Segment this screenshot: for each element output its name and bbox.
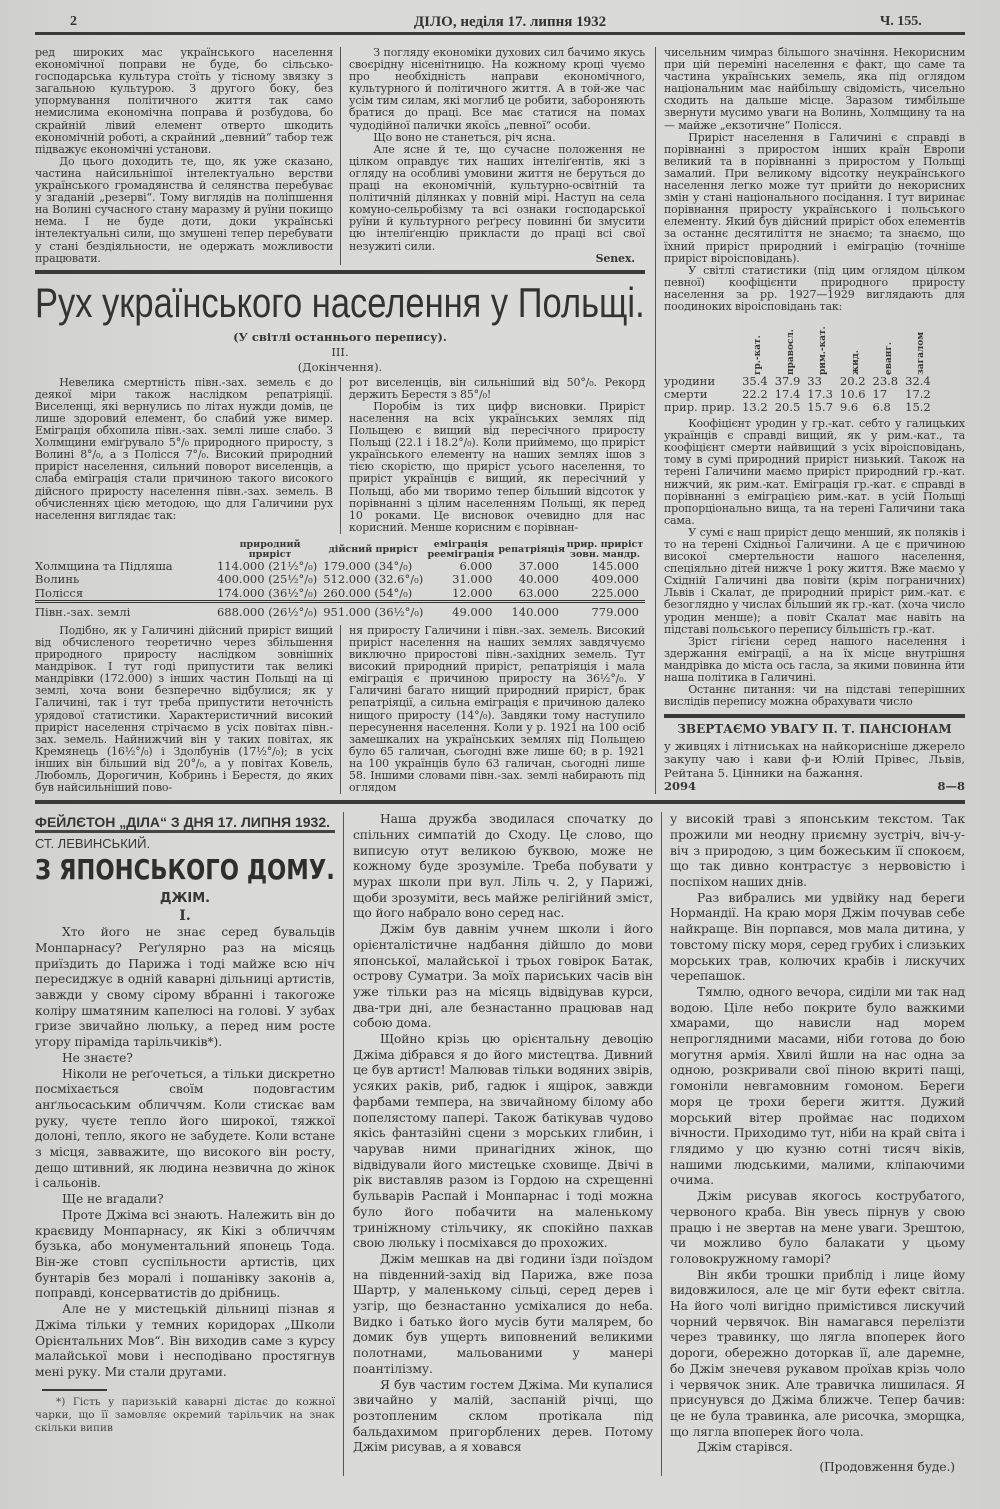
- cell: 779.000: [565, 602, 645, 620]
- advertisement: [664, 723, 965, 794]
- row-label: Полісся: [35, 585, 84, 600]
- paragraph: ня приросту Галичини і півн.-зах. земель. Високий приріст населення на наших землях завдячуємо виключно приростові півн.-західних земель. Тут високий природний приріст, репатріяція і мала еміграція є причиною приросту на 36½°/₀. У Галичині багато нищий природний приріст, брак репатріяції, а сильна еміграція є причиною далеко нищого приросту (14°/₀). Завдяки тому наступило пересунення населення. Коли у р. 1921 на 100 осіб замешкалих на українських землях під Польщею було 65 галичан, сьогодні вже лише 60; в р. 1921 на 100 українців було 63 галичан, сьогодні лише 58. Іншими словами півн.-зах. землі набирають під оглядом: [349, 623, 645, 795]
- cell: 409.000: [591, 572, 639, 587]
- row-label: уродини: [664, 374, 716, 389]
- cell: 951.000 (36½°/₀): [323, 602, 423, 620]
- issue-number: Ч. 155.: [880, 14, 922, 29]
- paragraph: Ніколи не реґочеться, а тільки дискретно посміхається своїм подовгастим анґльосаським обличчям. Коли стискає вам руку, чуєте тепло його широкої, тяжкої долоні, тепло, якого не забудете. Коли встане з місця, завважите, що високого він росту, дещо штивний, як людина незвична до жінок і сальонів.: [35, 1066, 335, 1191]
- paragraph: З погляду економіки духових сил бачимо якусь своєрідну нісенітницю. На кожному кроці чуємо про необхідність направи економічного, культурного й політичного життя. А в той-же час усім тим силам, які моглиб це робити, забороняють братися до праці. Все має статися на помах чудодійної палички якоїсь „певної“ особи.: [349, 46, 645, 132]
- cell: 37.000: [518, 558, 559, 573]
- cell: 179.000 (34°/₀): [323, 558, 413, 573]
- cell: 15.2: [905, 400, 931, 415]
- cell: 174.000 (36½°/₀): [216, 585, 318, 600]
- table-header: прир. приріст зовн. мандр.: [566, 538, 644, 560]
- paragraph: Джім мешкав на дві години їзди поїздом на південний-захід від Парижа, вже поза Шартр, у маленькому сільці, серед дерев і узгір, що безнастанно усміхалися до неба. Видко і батько його мусів бути малярем, бо домик був ущерть виповнений великими полотнами, мальованими у манері поантілізму.: [353, 1251, 653, 1376]
- cell: 400.000 (25½°/₀): [216, 572, 318, 587]
- paragraph: Приріст населення в Галичині є справді в порівнанні з приростом інших країн Европи великий та в порівнанні з приростом у Польщі замалий. При великому відсотку неукраїнського населення легко може тут прийти до некорисних змін у стані національного посідання. І тут виринає порівнання приросту українського і польського елементу. Який був дійсний приріст обох елементів за останнє десятиліття не знаємо; та знаємо, що їхний приріст природний і еміграцію (точніше приріст віроісповідань).: [664, 130, 965, 265]
- table-row: [35, 560, 645, 574]
- cell: 32.4: [905, 374, 931, 389]
- feuilleton-author: СТ. ЛЕВИНСЬКИЙ.: [35, 836, 151, 852]
- table-header: [35, 540, 217, 560]
- row-label: прир. прир.: [664, 400, 736, 415]
- article-column-2-continued: [340, 625, 645, 794]
- table-header: гр.-кат.: [752, 335, 763, 376]
- paragraph: Джім рисував якогось кострубатого, червоного краба. Він увесь пірнув у свою працю і не звертав на мене уваги. Зрештою, чи можливо було балакати у цьому головокружному гаморі?: [670, 1189, 965, 1266]
- feuilleton-column-2: [343, 812, 661, 1476]
- paragraph: Невелика смертність півн.-зах. земель є до деякої міри також наслідком репатріяції. Виселенці, які вернулись по літах нужди домів, це лише здоровий елемент, бо слабий уже вимер. Еміграція обхопила півн.-зах. землі лише слабо. З Холмщини еміґрувало 5°/₀ природного приросту, з Волині 8°/₀, а з Полісся 7°/₀. Високий природний приріст населення, сильний поворот виселенців, а слаба еміграція стали причиною такого високого дійсного приросту населення півн.-зах. земель. В обчисленнях цією методою, що для Галичини рух населення виглядає так:: [35, 375, 333, 522]
- paragraph: у високій траві з японським текстом. Так прожили ми неодну приємну зустріч, віч-у-віч з природою, з цим божеським її спокоєм, що так дивно контрастує з нервовістю і поспіхом наших днів.: [670, 812, 965, 890]
- cell: 6.8: [872, 400, 891, 415]
- feuilleton-column-3: [661, 812, 965, 1476]
- population-table: [35, 540, 645, 620]
- paragraph: Джім старівся.: [697, 1440, 793, 1455]
- cell: 20.5: [774, 400, 801, 415]
- table-header: еміграція реемігрaція: [427, 538, 495, 560]
- ad-code: 2094: [664, 779, 697, 794]
- top-column-2: [340, 47, 645, 265]
- cell: 31.000: [452, 572, 493, 587]
- paragraph: Ще не вгадали?: [62, 1192, 164, 1207]
- section-rule: [35, 270, 645, 274]
- paragraph: Раз вибрались ми удвійку над береги Нормандії. На краю моря Джім почував себе найкраще. Він порпався, мов мала дитина, у товстому піску моря, серед грубих і слизьких морських трав, колючих крабів і лискучих черепашок.: [670, 890, 965, 984]
- table-total-row: [35, 602, 645, 620]
- cell: 22.2: [742, 387, 768, 402]
- table-row: [35, 587, 645, 602]
- feuilleton-column-1: [35, 812, 343, 1476]
- paragraph: Але ясне й те, що сучасне положення не цілком оправдує тих наших інтеліґентів, які з огляду на особливі умовини життя не беруться до праці на економічній, культурно-освітній та політичній ділянках у повній мірі. Наступ на села комуно-сельробізму та всі ознаки господарської руїни й культурного реґресу повинні би змусити цю інтеліґенцію прикласти до праці всі свої незужиті сили.: [349, 142, 645, 253]
- table-header: еванг.: [883, 342, 894, 376]
- header-rule: [35, 32, 965, 35]
- cell: 140.000: [498, 602, 565, 620]
- row-label: смерти: [664, 387, 708, 402]
- paragraph: чисельним чимраз більшого значіння. Некорисним при цій переміні населення є факт, що саме та частина українських земель, яка під оглядом національним має найбільшу свідомість, чисельно сходить на дальше місце. Заразом тимбільше звернути мусимо уваги на Волинь, Холмщину та на — майже „екзотичне“ Полісся.: [664, 46, 965, 132]
- table-header: репатріяція: [498, 543, 565, 555]
- footnote: *) Гість у паризькій каварні дістає до кожної чарки, що її замовляє окремий тарільчик на знак скільки випив: [35, 1395, 335, 1434]
- feuilleton: [35, 812, 965, 1476]
- paragraph: Щойно крізь цю орієнтальну девоцію Джіма дібрався я до його мистецтва. Дивний це був артист! Малював тільки водяних звірів, усяких раків, риб, гадюк і ящірок, завжди фарбами темпера, на звичайному білому або попелястому папері. Також батікував чудово якісь фантазійні сцени з морських глибин, і чарував ними принагідних жінок, що відвідували його мистецьке сховище. Двічі в рік виставляв разом із Гордою на схрещенні бульварів Распай і Монпарнас і тоді можна було його побачити на маленькому триніжному стільчику, як спокійно пахкав свою люльку і посміхався до прохожих.: [353, 1032, 653, 1251]
- paragraph: Останнє питання: чи на підставі теперішних вислідів перепису можна обрахувати число: [664, 683, 965, 709]
- article-subtitle: (У світлі останнього перепису).: [233, 329, 447, 344]
- cell: 37.9: [774, 374, 801, 389]
- article-part: III.: [331, 344, 349, 359]
- article-column-1: [35, 377, 340, 534]
- top-column-1: [35, 47, 340, 265]
- cell: 63.000: [518, 585, 559, 600]
- ad-text: у живцях і літниськах на найкорисніше джерело закупу чаю і кави ф-и Юлій Прівес, Львів, Рейтана 5. Цінники на бажання.: [664, 738, 965, 780]
- paragraph: рот виселенців, він сильніший від 50°/₀. Рекорд держить Берестя з 85°/₀!: [349, 375, 645, 401]
- feuilleton-header: ФЕЙЛЄТОН „ДІЛА“ З ДНЯ 17. ЛИПНЯ 1932.: [35, 814, 331, 831]
- page-header: [35, 12, 965, 32]
- ad-run: 8—8: [937, 779, 965, 794]
- cell: 15.7: [807, 400, 833, 415]
- religion-table: [664, 317, 938, 414]
- cell: 17: [872, 387, 888, 402]
- feuilleton-chapter: I.: [179, 908, 191, 925]
- paragraph: Хто його не знає серед бувальців Монпарнасу? Реґулярно раз на місяць приїздить до Парижа і тоді майже всю ніч пересиджує в одній каварні дільниці артистів, завжди у свому сірому вбранні і такогоже коліру шматяним капелюсі на голові. У зубах гризе звичайно люльку, а перед ним росте угору піраміда тарільчиків*).: [35, 925, 335, 1050]
- left-region: [35, 47, 655, 794]
- page-number: 2: [70, 14, 77, 29]
- cell: 512.000 (32.6°/₀): [323, 572, 424, 587]
- footnote-rule: [42, 1389, 107, 1391]
- paragraph: Проте Джіма всі знають. Належить він до краєвиду Монпарнасу, як Кікі з обличчям бузька, або монументальний японець Тода. Він-же стовп суспільности артистів, цих бунтарів без моралі і пошанівку законів а, поправді, консерватистів до дрібниць.: [35, 1207, 335, 1301]
- feuilleton-rule: [35, 800, 965, 804]
- paragraph: У сумі є наш приріст дещо менший, як поляків і то на терені Східньої Галичини. А це є причиною високої смертельности нашого населення, спеціяльно дітей нижче 1 року життя. Вже маємо у Східній Галичині два повіти (крім пограничних) Львів і Скалат, де природний приріст рим.-кат. є безоглядно у числах більший як гр.-кат. (хоча число уродин менше); а повіт Скалат має навіть на підставі польського перепису більшість гр.-кат.: [664, 525, 965, 636]
- cell: 23.8: [872, 374, 899, 389]
- row-label: Півн.-зах. землі: [35, 602, 217, 620]
- cell: 40.000: [518, 572, 559, 587]
- upper-section: [35, 47, 965, 794]
- cell: 260.000 (54°/₀): [323, 585, 413, 600]
- cell: 13.2: [742, 400, 768, 415]
- right-column: [655, 47, 965, 794]
- row-label: Волинь: [35, 572, 80, 587]
- paragraph: У світлі статистики (під цим оглядом цілком певної) коофіцієнти природного приросту населення за рр. 1927—1929 виглядають для поодиноких віроісповідань так:: [664, 263, 965, 313]
- paragraph: Наша дружба зводилася спочатку до спільних симпатій до Сходу. Це слово, що виписую отут великою буквою, може не кожному буде зрозуміле. Треба побувати у мурах школи при вул. Ліль ч. 2, у Парижі, щоби зрозуміти, весь майже релігійний зміст, що його набрало воно серед нас.: [353, 812, 653, 921]
- cell: 9.6: [839, 400, 859, 415]
- cell: 17.4: [774, 387, 801, 402]
- table-row: [664, 401, 938, 414]
- paragraph: ред широких мас українського населення економічної поправи не буде, бо сільсько-господарська культура стоїть у тісному звязку з загальною культурою. З другого боку, без упормування політичного життя так само немислима економічна поправа й розбудова, бо скрайній лівий елемент отверто шкодить економічній роботі, а скрайний „певний“ табор теж підважує економічні установи.: [35, 46, 333, 156]
- cell: 49.000: [423, 602, 498, 620]
- row-label: Холмщина та Підляша: [35, 558, 173, 573]
- cell: 10.6: [839, 387, 866, 402]
- to-be-continued: (Продовження буде.): [819, 1460, 955, 1475]
- article-column-2: [340, 377, 645, 534]
- table-row: [35, 573, 645, 587]
- table-header: правосл.: [785, 329, 796, 376]
- paragraph: До цього доходить те, що, як уже сказано, частина найсильнішої інтелектуально верстви українського громадянства й селянства перебуває у згаданій „резерві“. Тому виглядів на поліпшення на Волині сучасного стану маразму й руїни покищо нема. І не буде доти, доки українські інтелектуальні сили, що змушені тепер перебувати у стані бездіяльности, не одержать можливости працювати.: [35, 154, 333, 265]
- cell: 225.000: [591, 585, 639, 600]
- cell: 17.3: [807, 387, 833, 402]
- paragraph: Поробім із тих цифр висновки. Приріст населення на всіх українських землях під Польщею є вищий від пересічного приросту Польщі (22.1 і 18.2°/₀). Коли приймемо, що приріст українського елементу на наших землях ішов з тією скорістю, що приріст усього населення, то приріст українців є вищий, як пересічний у Польщі, або ми творимо тепер більший відсоток у порівнанні з цілим населенням Польщі, як перед 10 роками. Це висновок очевидно для нас корисний. Менше корисним є порівнан-: [349, 399, 645, 534]
- paragraph: Зріст гігієни серед нашого населення і здержання еміграції, а на їх місце внутрішня мандрівка до міста ось гасла, за якими повинна йти наша політика в Галичині.: [664, 634, 965, 685]
- cell: 6.000: [459, 558, 493, 573]
- paragraph: Але не у мистецькій дільниці пізнав я Джіма тільки у темних коридорах „Школи Орієнтальних Мов“. Він виходив саме з курсу малайської мови і несподівано простягнув мені руку. Ми стали другами.: [35, 1302, 335, 1379]
- table-header: дійсний приріст: [328, 543, 419, 555]
- ad-title: ЗВЕРТАЄМО УВАГУ П. Т. ПАНСІОНАМ: [677, 722, 952, 737]
- paragraph: Коофіцієнт уродин у гр.-кат. себто у галицьких українців є справді вищий, як у рим.-кат., та коофіцієнт смерти найвищий з усіх віроісповідань, тому в сумі природний приріст низький. Також на терені Галичини маємо приріст природний гр.-кат. нижчий, як рим.-кат. Еміграція гр.-кат. є справді в порівнанні з еміграцією рим.-кат. в усій Польщі пропорціонально вища, та на терені Галичини така сама.: [664, 417, 965, 527]
- cell: 114.000 (21½°/₀): [216, 558, 318, 573]
- cell: 12.000: [452, 585, 493, 600]
- cell: 35.4: [742, 374, 768, 389]
- paragraph: Тямлю, одного вечора, сиділи ми так над водою. Ціле небо покрите було важкими хмарами, що нависли над морем непроглядними масами, ніби готова до бою могутня армія. Хвилі йшли на нас одна за одною, розкривали свої піною вкриті пащі, гомоніли невгамовним гомоном. Береги моря це трохи береги життя. Дужий морський вітер проймає нас подихом вічности. Приходимо тут, ніби на край світа і глядимо у цю кузню сотні тисяч віків, нашими людськими, малими, кліпаючими очима.: [670, 984, 965, 1188]
- masthead: ДІЛО, неділя 17. липня 1932: [413, 14, 607, 30]
- ad-rule: [664, 714, 965, 718]
- cell: 17.2: [905, 387, 931, 402]
- paragraph: Що воно не станеться, річ ясна.: [373, 130, 556, 144]
- table-header: рим.-кат.: [818, 326, 829, 376]
- paragraph: Подібно, як у Галичині дійсний приріст вищий від обчисленого теоретично через збільшення природного приросту наслідком зовнішніх мандрівок. І тут годі припустити так великі мандрівки (172.000) з інших частин Польщі на ці землі, хоча вони безперечно відбулися; як у Галичині, так і тут треба припустити неточність урядової статистики. Характеристичний високий приріст населення стрічаємо в усіх повітах півн.-зах. земель. Найнижчий він у таких повітах, як Кремянець (16½°/₀) і Здолбунів (17½°/₀); в усіх інших він більший від 20°/₀, а у повітах Ковель, Любомль, Дорогичин, Кобринь і Берестя, до яких був найсильніший пово-: [35, 623, 333, 795]
- signature: Senex.: [595, 251, 635, 265]
- table-header: жид.: [850, 350, 861, 376]
- paragraph: Я був частим гостем Джіма. Ми купалися звичайно у малій, заспаній річці, що розтопленим склом протікала під бальдахимом пригорблених дерев. Потому Джім рисував, а я ховався: [353, 1377, 653, 1455]
- feuilleton-title: З ЯПОНСЬКОГО ДОМУ.: [35, 853, 335, 887]
- cell: 688.000 (26½°/₀): [217, 602, 323, 620]
- article-title: Рух українського населення у Польщі.: [35, 278, 645, 326]
- table-header: природний приріст: [239, 538, 301, 560]
- paragraph: Він якби трошки приблід і лице йому видовжилося, але це міг бути ефект світла. На його чолі вигідно примістився лискучий чорний червячок. Він намагався перелізти через травинку, що лягла впоперек його дороги, обережно доторкав її, але даремне, бо Джім знечевя рукавом проїхав крізь чоло і червячок зник. Але травичка лишилася. Я присунувся до Джіма ближче. Тепер бачив: це не була травинка, але рисочка, зморщка, що лягла впоперек його чола.: [670, 1267, 965, 1439]
- cell: 33: [807, 374, 822, 389]
- table-header: загалом: [915, 331, 926, 376]
- paragraph: Не знаєте?: [62, 1050, 133, 1065]
- cell: 20.2: [839, 374, 866, 389]
- paragraph: Джім був давнім учнем школи і його орієнталістичне надбання дійшло до мови японської, малайської і трьох говірок Батак, острову Суматри. За моїх париських часів він уже тільки раз на місяць відвідував курси, два-три дні, але безнастанно працював над собою дома.: [353, 922, 653, 1031]
- feuilleton-subtitle: ДЖІМ.: [159, 891, 211, 907]
- article-continuation: (Докінчення).: [297, 359, 383, 374]
- article-column-1-continued: [35, 625, 340, 794]
- cell: 145.000: [591, 558, 639, 573]
